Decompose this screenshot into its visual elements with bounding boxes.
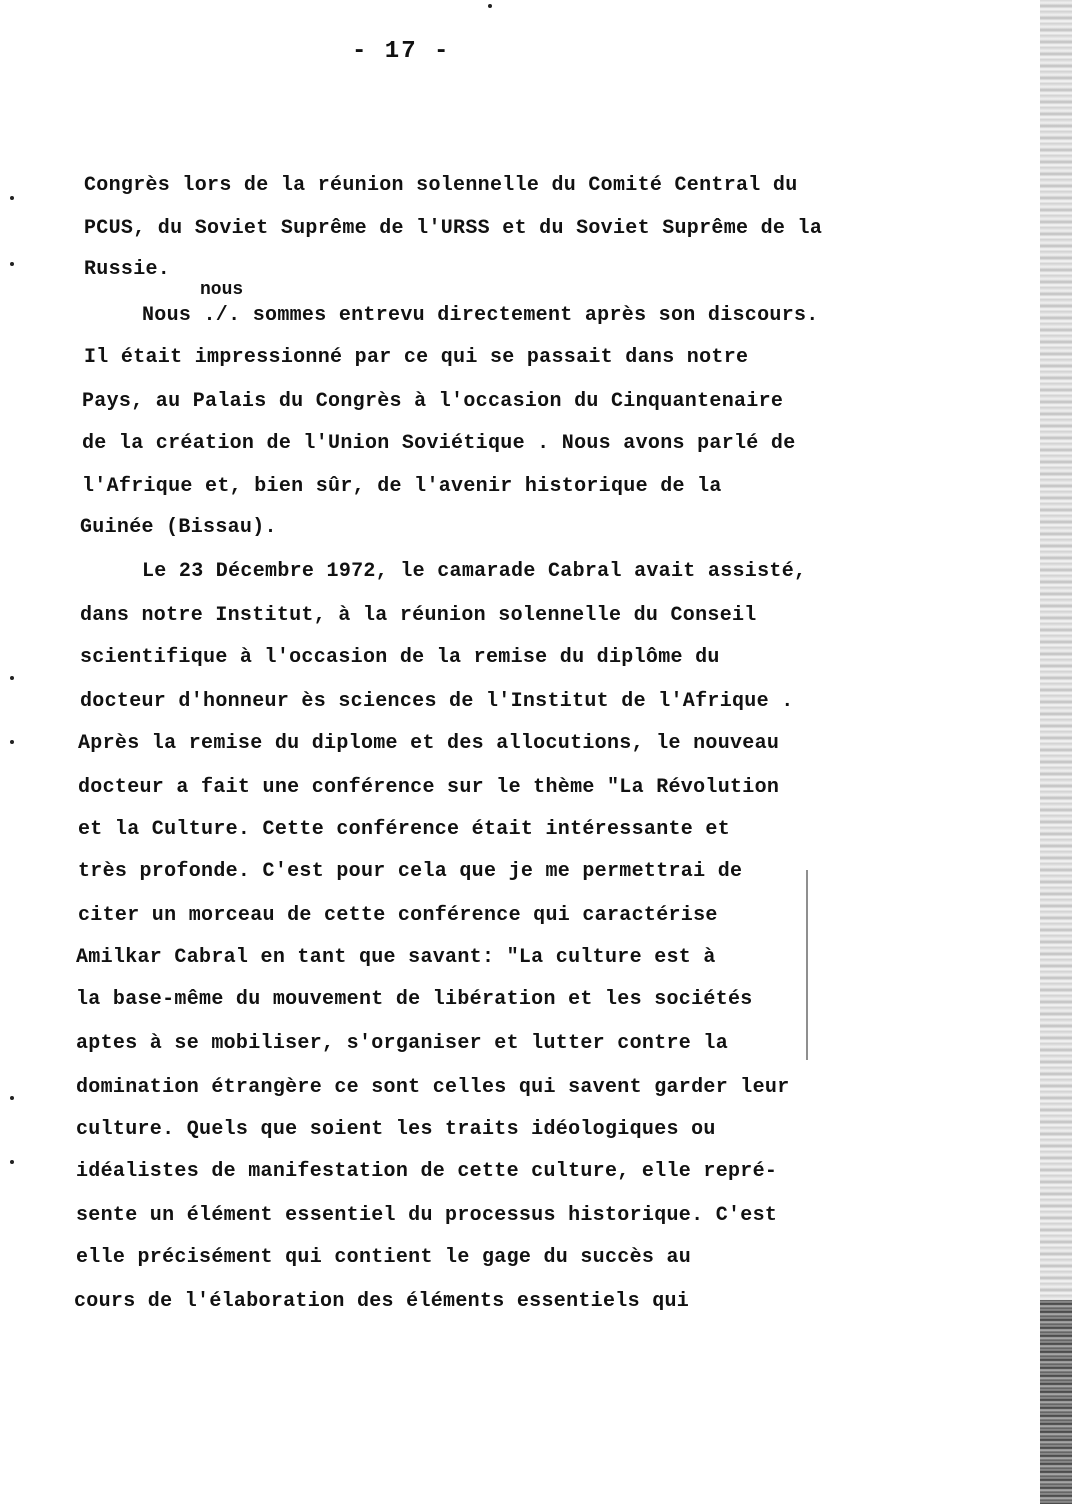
text-line: docteur a fait une conférence sur le thème "La Révolution [78,776,780,799]
scan-speck [10,676,14,680]
text-line: Guinée (Bissau). [80,516,277,539]
text-line: Russie. [84,258,171,281]
text-line: la base-même du mouvement de libération et les sociétés [76,988,753,1011]
text-line: sente un élément essentiel du processus historique. C'est [76,1204,778,1227]
text-line: aptes à se mobiliser, s'organiser et lutter contre la [76,1032,729,1055]
text-line: domination étrangère ce sont celles qui savent garder leur [76,1076,790,1099]
text-line: Amilkar Cabral en tant que savant: "La culture est à [76,946,716,969]
handwritten-insertion: nous [200,280,244,300]
text-line: Il était impressionné par ce qui se passait dans notre [84,346,749,369]
text-line: citer un morceau de cette conférence qui caractérise [78,904,718,927]
text-line: culture. Quels que soient les traits idéologiques ou [76,1118,716,1141]
text-line: Le 23 Décembre 1972, le camarade Cabral avait assisté, [142,560,807,583]
margin-mark [806,870,808,1060]
text-line: Pays, au Palais du Congrès à l'occasion du Cinquantenaire [82,390,784,413]
scan-speck [10,196,14,200]
scan-speck [10,1160,14,1164]
text-line: docteur d'honneur ès sciences de l'Institut de l'Afrique . [80,690,794,713]
scan-speck [10,262,14,266]
text-line: elle précisément qui contient le gage du succès au [76,1246,692,1269]
text-line: Après la remise du diplome et des allocutions, le nouveau [78,732,780,755]
text-line: Congrès lors de la réunion solennelle du Comité Central du [84,174,798,197]
text-line: scientifique à l'occasion de la remise du diplôme du [80,646,720,669]
scan-speck [488,4,492,8]
scan-speck [10,1096,14,1100]
scan-speck [10,740,14,744]
text-line: de la création de l'Union Soviétique . Nous avons parlé de [82,432,796,455]
text-line: idéalistes de manifestation de cette culture, elle repré- [76,1160,778,1183]
text-line: Nous ./. sommes entrevu directement après son discours. [142,304,819,327]
scan-edge-shadow [1040,0,1072,1504]
text-line: PCUS, du Soviet Suprême de l'URSS et du Soviet Suprême de la [84,217,823,240]
text-line: très profonde. C'est pour cela que je me permettrai de [78,860,743,883]
scan-edge-shadow-dark [1040,1300,1072,1504]
text-line: et la Culture. Cette conférence était intéressante et [78,818,731,841]
text-line: l'Afrique et, bien sûr, de l'avenir historique de la [82,475,722,498]
page-number: - 17 - [352,38,451,65]
text-line: cours de l'élaboration des éléments essentiels qui [74,1290,690,1313]
text-line: dans notre Institut, à la réunion solennelle du Conseil [80,604,757,627]
